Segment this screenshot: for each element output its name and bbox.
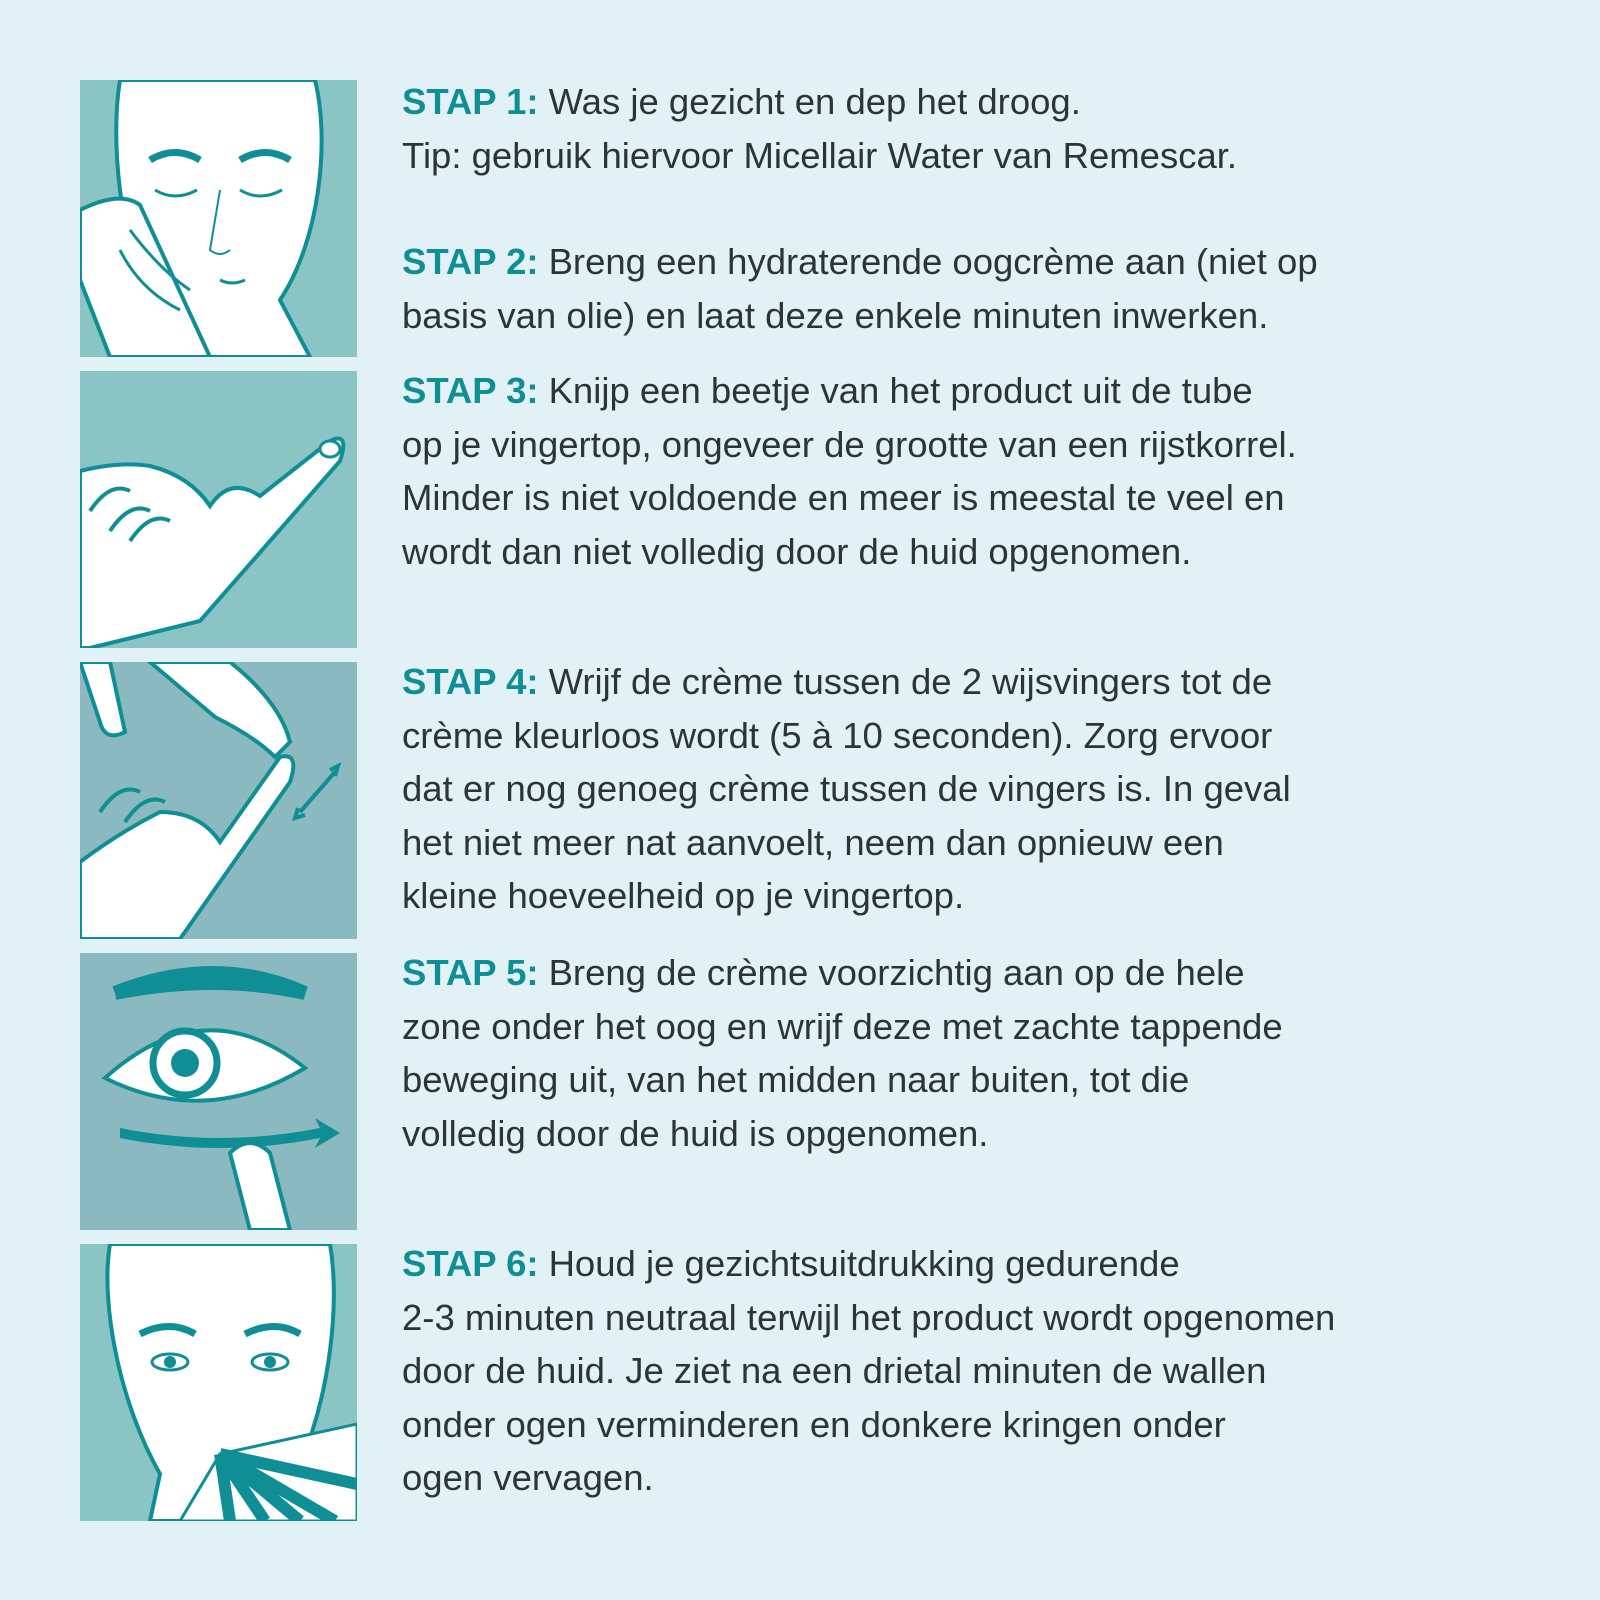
step-6 xyxy=(402,1237,1582,1505)
step-label: STAP 3: xyxy=(402,370,539,411)
step-text: Knijp een beetje van het product uit de tube xyxy=(548,370,1253,411)
step-text: door de huid. Je ziet na een drietal minuten de wallen xyxy=(402,1350,1267,1391)
step-text: het niet meer nat aanvoelt, neem dan opnieuw een xyxy=(402,821,1224,863)
step-text: Breng de crème voorzichtig aan op de hele xyxy=(548,952,1245,993)
step-text: Minder is niet voldoende en meer is meestal te veel en xyxy=(402,477,1285,518)
step-text: basis van olie) en laat deze enkele minuten inwerken. xyxy=(402,294,1269,336)
step-text: ogen vervagen. xyxy=(402,1457,654,1498)
step-text: Wrijf de crème tussen de 2 wijsvingers tot de xyxy=(548,661,1273,702)
illustration-eye-apply xyxy=(80,953,357,1230)
step-label: STAP 4: xyxy=(402,661,539,702)
step-text: volledig door de huid is opgenomen. xyxy=(402,1112,989,1154)
step-4 xyxy=(402,655,1582,923)
step-1 xyxy=(402,75,1582,182)
step-text: Tip: gebruik hiervoor Micellair Water van Remescar. xyxy=(402,134,1238,176)
illustration-face-neutral xyxy=(80,1244,357,1521)
step-text: zone onder het oog en wrijf deze met zachte tappende xyxy=(402,1005,1283,1047)
step-text: wordt dan niet volledig door de huid opgenomen. xyxy=(402,530,1192,572)
illustration-fingertip-cream xyxy=(80,371,357,648)
step-label: STAP 1: xyxy=(402,81,539,122)
step-2 xyxy=(402,235,1582,342)
step-text: beweging uit, van het midden naar buiten, tot die xyxy=(402,1059,1190,1100)
step-text: 2-3 minuten neutraal terwijl het product wordt opgenomen xyxy=(402,1296,1336,1338)
step-5 xyxy=(402,946,1582,1160)
step-text: crème kleurloos wordt (5 à 10 seconden). Zorg ervoor xyxy=(402,714,1273,756)
step-text: dat er nog genoeg crème tussen de vingers is. In geval xyxy=(402,768,1291,809)
step-text: kleine hoeveelheid op je vingertop. xyxy=(402,875,965,916)
step-text: Breng een hydraterende oogcrème aan (niet op xyxy=(548,241,1318,282)
step-text: Houd je gezichtsuitdrukking gedurende xyxy=(548,1243,1180,1284)
step-text: op je vingertop, ongeveer de grootte van een rijstkorrel. xyxy=(402,423,1297,465)
step-text: Was je gezicht en dep het droog. xyxy=(548,81,1081,122)
step-text: onder ogen verminderen en donkere kringen onder xyxy=(402,1403,1226,1445)
illustration-rubbing-fingers xyxy=(80,662,357,939)
step-label: STAP 5: xyxy=(402,952,539,993)
step-label: STAP 6: xyxy=(402,1243,539,1284)
step-label: STAP 2: xyxy=(402,241,539,282)
illustration-face-drying xyxy=(80,80,357,357)
step-3 xyxy=(402,364,1582,578)
